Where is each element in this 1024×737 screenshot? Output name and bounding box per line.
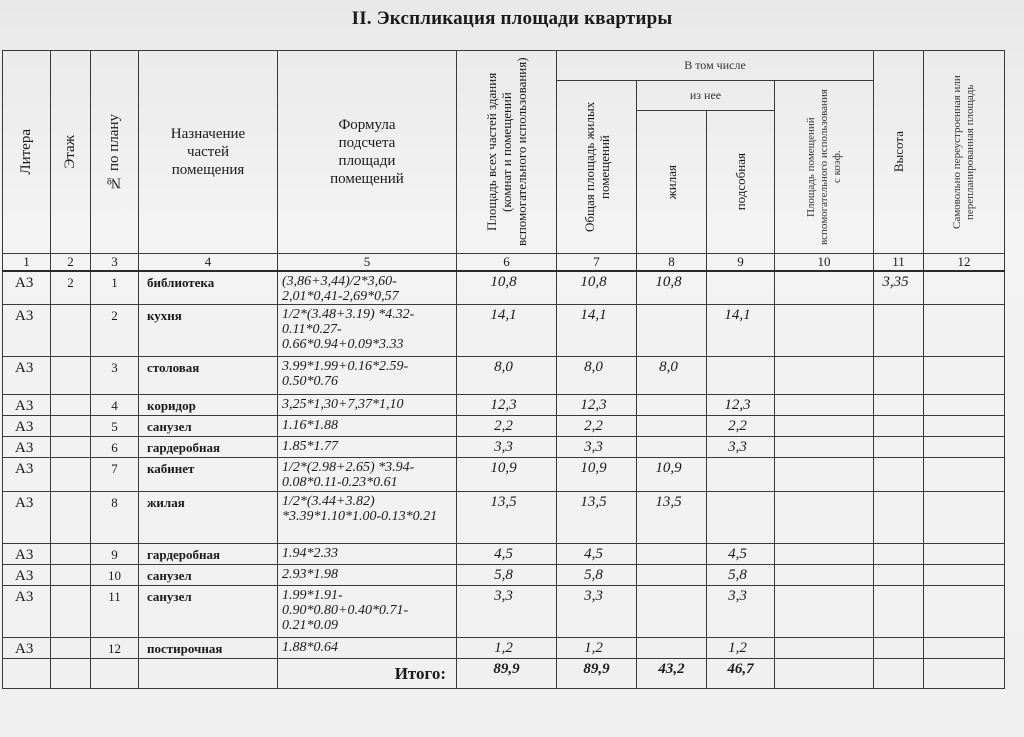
utility-area-cell: 3,3 xyxy=(707,437,775,458)
living-total-cell: 14,1 xyxy=(557,305,637,357)
living-area-cell xyxy=(637,305,707,357)
formula-cell: 1.16*1.88 xyxy=(278,416,457,437)
total-area-cell: 10,9 xyxy=(457,458,557,492)
floor-cell xyxy=(51,586,91,638)
floor-cell xyxy=(51,638,91,659)
total-area-cell: 4,5 xyxy=(457,544,557,565)
redeveloped-cell xyxy=(924,437,1005,458)
living-total-cell: 5,8 xyxy=(557,565,637,586)
redeveloped-cell xyxy=(924,271,1005,305)
litera-cell: А3 xyxy=(3,357,51,395)
plan-number-cell: 2 xyxy=(91,305,139,357)
table-row xyxy=(3,544,1005,565)
total-area-cell: 2,2 xyxy=(457,416,557,437)
litera-cell: А3 xyxy=(3,492,51,544)
table-row xyxy=(3,586,1005,638)
plan-number-cell: 1 xyxy=(91,271,139,305)
auxiliary-area-cell xyxy=(775,437,874,458)
header-height: Высота xyxy=(874,51,924,254)
total-area: 89,9 xyxy=(457,659,557,689)
floor-cell xyxy=(51,565,91,586)
formula-cell: (3,86+3,44)/2*3,60-2,01*0,41-2,69*0,57 xyxy=(278,271,457,305)
total-area-cell: 12,3 xyxy=(457,395,557,416)
utility-area-cell: 1,2 xyxy=(707,638,775,659)
page-title: II. Экспликация площади квартиры xyxy=(351,8,673,29)
table-row xyxy=(3,437,1005,458)
height-cell xyxy=(874,565,924,586)
height-cell xyxy=(874,492,924,544)
living-area-cell xyxy=(637,416,707,437)
height-cell: 3,35 xyxy=(874,271,924,305)
living-total-cell: 12,3 xyxy=(557,395,637,416)
header-living: жилая xyxy=(637,111,707,254)
utility-area-cell: 14,1 xyxy=(707,305,775,357)
plan-number-cell: 3 xyxy=(91,357,139,395)
total-utility: 46,7 xyxy=(707,659,775,689)
col-number: 5 xyxy=(278,254,457,272)
formula-cell: 1.99*1.91-0.90*0.80+0.40*0.71-0.21*0.09 xyxy=(278,586,457,638)
living-area-cell xyxy=(637,395,707,416)
litera-cell: А3 xyxy=(3,395,51,416)
litera-cell: А3 xyxy=(3,305,51,357)
living-total-cell: 10,8 xyxy=(557,271,637,305)
formula-cell: 1/2*(2.98+2.65) *3.94-0.08*0.11-0.23*0.61 xyxy=(278,458,457,492)
utility-area-cell: 12,3 xyxy=(707,395,775,416)
living-area-cell: 10,9 xyxy=(637,458,707,492)
table-row xyxy=(3,458,1005,492)
height-cell xyxy=(874,395,924,416)
table-row xyxy=(3,271,1005,305)
table-row xyxy=(3,416,1005,437)
litera-cell: А3 xyxy=(3,416,51,437)
header-purpose: Назначение частей помещения xyxy=(139,51,278,254)
col-number: 4 xyxy=(139,254,278,272)
col-number: 12 xyxy=(924,254,1005,272)
header-including: В том числе xyxy=(557,51,874,81)
col-number: 9 xyxy=(707,254,775,272)
table-row xyxy=(3,395,1005,416)
living-area-cell: 8,0 xyxy=(637,357,707,395)
utility-area-cell xyxy=(707,458,775,492)
litera-cell: А3 xyxy=(3,586,51,638)
living-area-cell xyxy=(637,586,707,638)
height-cell xyxy=(874,305,924,357)
height-cell xyxy=(874,544,924,565)
room-name-cell: гардеробная xyxy=(139,437,278,458)
total-area-cell: 3,3 xyxy=(457,586,557,638)
utility-area-cell: 2,2 xyxy=(707,416,775,437)
redeveloped-cell xyxy=(924,565,1005,586)
litera-cell: А3 xyxy=(3,437,51,458)
living-area-cell xyxy=(637,544,707,565)
redeveloped-cell xyxy=(924,586,1005,638)
auxiliary-area-cell xyxy=(775,305,874,357)
col-number: 3 xyxy=(91,254,139,272)
auxiliary-area-cell xyxy=(775,416,874,437)
utility-area-cell xyxy=(707,357,775,395)
formula-cell: 1/2*(3.44+3.82) *3.39*1.10*1.00-0.13*0.21 xyxy=(278,492,457,544)
table-row xyxy=(3,565,1005,586)
living-area-cell: 10,8 xyxy=(637,271,707,305)
living-total-cell: 2,2 xyxy=(557,416,637,437)
litera-cell: А3 xyxy=(3,544,51,565)
header-living-total: Общая площадь жилых помещений xyxy=(557,81,637,254)
total-area-cell: 5,8 xyxy=(457,565,557,586)
living-total-cell: 4,5 xyxy=(557,544,637,565)
floor-cell xyxy=(51,437,91,458)
room-name-cell: столовая xyxy=(139,357,278,395)
table-row xyxy=(3,305,1005,357)
table-row xyxy=(3,638,1005,659)
plan-number-cell: 6 xyxy=(91,437,139,458)
floor-cell xyxy=(51,458,91,492)
height-cell xyxy=(874,586,924,638)
living-total-cell: 10,9 xyxy=(557,458,637,492)
total-area-cell: 14,1 xyxy=(457,305,557,357)
header-floor: Этаж xyxy=(51,51,91,254)
room-name-cell: кабинет xyxy=(139,458,278,492)
redeveloped-cell xyxy=(924,305,1005,357)
room-name-cell: кухня xyxy=(139,305,278,357)
total-label: Итого: xyxy=(278,659,457,689)
room-name-cell: жилая xyxy=(139,492,278,544)
redeveloped-cell xyxy=(924,458,1005,492)
living-total-cell: 1,2 xyxy=(557,638,637,659)
height-cell xyxy=(874,458,924,492)
auxiliary-area-cell xyxy=(775,458,874,492)
auxiliary-area-cell xyxy=(775,271,874,305)
floor-cell xyxy=(51,395,91,416)
plan-number-cell: 10 xyxy=(91,565,139,586)
redeveloped-cell xyxy=(924,492,1005,544)
floor-cell xyxy=(51,305,91,357)
formula-cell: 2.93*1.98 xyxy=(278,565,457,586)
room-name-cell: гардеробная xyxy=(139,544,278,565)
total-area-cell: 3,3 xyxy=(457,437,557,458)
col-number: 11 xyxy=(874,254,924,272)
height-cell xyxy=(874,357,924,395)
plan-number-cell: 12 xyxy=(91,638,139,659)
height-cell xyxy=(874,638,924,659)
room-name-cell: санузел xyxy=(139,416,278,437)
living-total-cell: 13,5 xyxy=(557,492,637,544)
floor-cell xyxy=(51,492,91,544)
living-total-cell: 3,3 xyxy=(557,437,637,458)
header-redeveloped: Самовольно переустроенная или перепланированная площадь xyxy=(924,51,1005,254)
header-plan-number: № по плану xyxy=(91,51,139,254)
plan-number-cell: 11 xyxy=(91,586,139,638)
total-area-cell: 1,2 xyxy=(457,638,557,659)
living-area-cell xyxy=(637,638,707,659)
col-number: 2 xyxy=(51,254,91,272)
auxiliary-area-cell xyxy=(775,586,874,638)
redeveloped-cell xyxy=(924,638,1005,659)
utility-area-cell: 4,5 xyxy=(707,544,775,565)
total-living-total: 89,9 xyxy=(557,659,637,689)
col-number: 6 xyxy=(457,254,557,272)
auxiliary-area-cell xyxy=(775,544,874,565)
col-number: 10 xyxy=(775,254,874,272)
living-total-cell: 8,0 xyxy=(557,357,637,395)
utility-area-cell: 3,3 xyxy=(707,586,775,638)
room-name-cell: постирочная xyxy=(139,638,278,659)
header-litera: Литера xyxy=(3,51,51,254)
header-auxiliary: Площадь помещений вспомогательного использования с коэф. xyxy=(775,81,874,254)
header-formula: Формула подсчета площади помещений xyxy=(278,51,457,254)
area-explication-table xyxy=(2,50,1005,689)
total-area-cell: 8,0 xyxy=(457,357,557,395)
height-cell xyxy=(874,437,924,458)
header-total-area: Площадь всех частей здания (комнат и помещений вспомогательного использования) xyxy=(457,51,557,254)
utility-area-cell: 5,8 xyxy=(707,565,775,586)
utility-area-cell xyxy=(707,271,775,305)
auxiliary-area-cell xyxy=(775,395,874,416)
column-number-row xyxy=(3,254,1005,272)
litera-cell: А3 xyxy=(3,271,51,305)
plan-number-cell: 4 xyxy=(91,395,139,416)
litera-cell: А3 xyxy=(3,565,51,586)
floor-cell xyxy=(51,416,91,437)
header-utility: подсобная xyxy=(707,111,775,254)
floor-cell xyxy=(51,544,91,565)
total-row xyxy=(3,659,1005,689)
height-cell xyxy=(874,416,924,437)
auxiliary-area-cell xyxy=(775,638,874,659)
room-name-cell: санузел xyxy=(139,565,278,586)
redeveloped-cell xyxy=(924,416,1005,437)
formula-cell: 3.99*1.99+0.16*2.59-0.50*0.76 xyxy=(278,357,457,395)
redeveloped-cell xyxy=(924,357,1005,395)
litera-cell: А3 xyxy=(3,638,51,659)
plan-number-cell: 5 xyxy=(91,416,139,437)
formula-cell: 1/2*(3.48+3.19) *4.32-0.11*0.27-0.66*0.94+0.09*3.33 xyxy=(278,305,457,357)
utility-area-cell xyxy=(707,492,775,544)
litera-cell: А3 xyxy=(3,458,51,492)
formula-cell: 1.88*0.64 xyxy=(278,638,457,659)
living-area-cell xyxy=(637,437,707,458)
floor-cell xyxy=(51,357,91,395)
living-area-cell xyxy=(637,565,707,586)
auxiliary-area-cell xyxy=(775,357,874,395)
total-area-cell: 13,5 xyxy=(457,492,557,544)
table-row xyxy=(3,357,1005,395)
formula-cell: 3,25*1,30+7,37*1,10 xyxy=(278,395,457,416)
room-name-cell: санузел xyxy=(139,586,278,638)
total-area-cell: 10,8 xyxy=(457,271,557,305)
header-of-which: из нее xyxy=(637,81,775,111)
table-row xyxy=(3,492,1005,544)
redeveloped-cell xyxy=(924,544,1005,565)
formula-cell: 1.85*1.77 xyxy=(278,437,457,458)
col-number: 7 xyxy=(557,254,637,272)
plan-number-cell: 8 xyxy=(91,492,139,544)
auxiliary-area-cell xyxy=(775,565,874,586)
living-area-cell: 13,5 xyxy=(637,492,707,544)
auxiliary-area-cell xyxy=(775,492,874,544)
col-number: 1 xyxy=(3,254,51,272)
plan-number-cell: 7 xyxy=(91,458,139,492)
total-living: 43,2 xyxy=(637,659,707,689)
living-total-cell: 3,3 xyxy=(557,586,637,638)
room-name-cell: коридор xyxy=(139,395,278,416)
floor-cell: 2 xyxy=(51,271,91,305)
redeveloped-cell xyxy=(924,395,1005,416)
col-number: 8 xyxy=(637,254,707,272)
formula-cell: 1.94*2.33 xyxy=(278,544,457,565)
plan-number-cell: 9 xyxy=(91,544,139,565)
room-name-cell: библиотека xyxy=(139,271,278,305)
